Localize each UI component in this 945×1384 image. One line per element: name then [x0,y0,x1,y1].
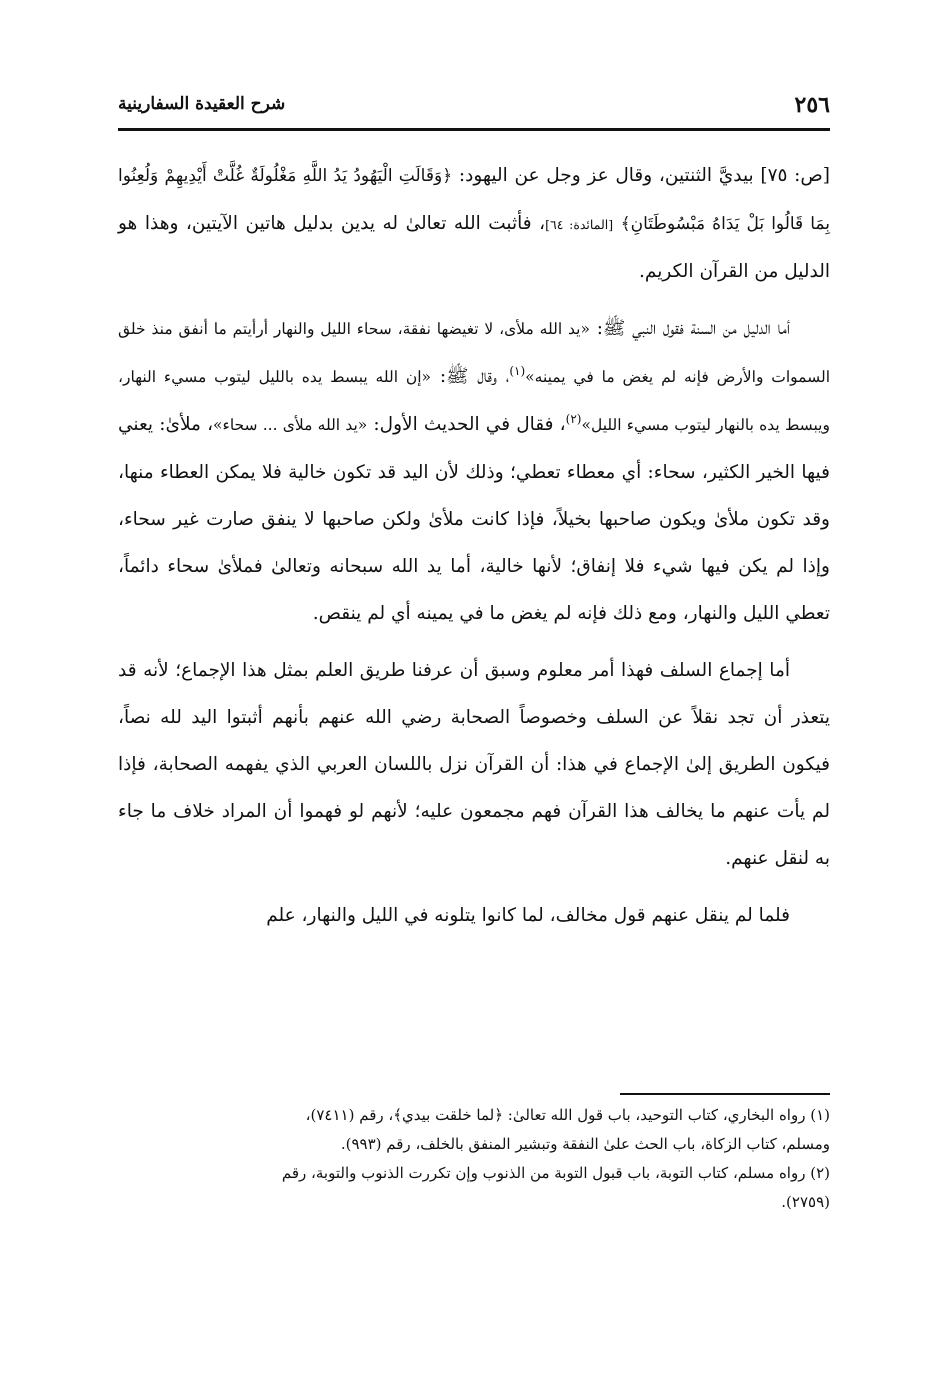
paragraph-text: أما الدليل من السنة فقول النبي ﷺ: [596,318,791,339]
paragraph-sunnah-evidence [118,305,830,637]
footnote-2-line-2: (٢٧٥٩). [781,1193,830,1211]
paragraph-text: ، فأثبت الله تعالىٰ له يدين بدليل هاتين الآيتين، وهذا هو الدليل من القرآن الكريم. [118,213,830,282]
page-number: ٢٥٦ [794,92,830,118]
hadith-text: «إن الله يبسط يده بالليل ليتوب مسيء النهار، ويبسط يده بالنهار ليتوب مسيء الليل» [118,368,830,434]
quran-verse: ﴿وَقَالَتِ الْيَهُودُ يَدُ اللَّهِ مَغْلُولَةٌ غُلَّتْ أَيْدِيهِمْ وَلُعِنُوا بِمَا قَالُوا بَلْ يَدَاهُ مَبْسُوطَتَانِ﴾ [118,166,830,234]
verse-reference: [المائدة: ٦٤] [545,217,614,232]
hadith-text: «يد الله ملأى، لا تغيضها نفقة، سحاء الليل والنهار أرأيتم ما أنفق منذ خلق السموات والأرض فإنه لم يغض ما في يمينه» [118,320,830,386]
running-title: شرح العقيدة السفارينية [118,94,286,114]
footnote-rule [620,1093,830,1095]
footnote-1-line-1: (١) رواه البخاري، كتاب التوحيد، باب قول الله تعالىٰ: ﴿لما خلقت بيدي﴾، رقم (٧٤١١)، [305,1106,830,1124]
hadith-text: «يد الله ملأى ... سحاء» [213,416,368,434]
header-rule [118,128,830,131]
paragraph-consensus: أما إجماع السلف فهذا أمر معلوم وسبق أن عرفنا طريق العلم بمثل هذا الإجماع؛ لأنه قد يتعذر أن تجد نقلاً عن السلف وخصوصاً الصحابة رضي الله عنهم بأنهم أثبتوا اليد لله نصاً، فيكون الطريق إلىٰ الإجماع في هذا: أن القرآن نزل باللسان العربي الذي يفهمه الصحابة، فإذا لم يأت عنهم ما يخالف هذا القرآن فهم مجمعون عليه؛ لأنهم لو فهموا أن المراد خلاف ما جاء به لنقل عنهم. [118,660,830,869]
footnote-2-line-1: (٢) رواه مسلم، كتاب التوبة، باب قبول التوبة من الذنوب وإن تكررت الذنوب والتوبة، رقم [281,1164,830,1182]
paragraph-text: [ص: ٧٥] بيديَّ الثنتين، وقال عز وجل عن اليهود: [458,165,830,186]
footnote-marker: (٢) [565,411,582,426]
footnote-marker: (١) [509,363,526,378]
paragraph-text: ، فقال في الحديث الأول: [373,414,566,435]
footnote-1-line-2: ومسلم، كتاب الزكاة، باب الحث علىٰ النفقة وتبشير المنفق بالخلف، رقم (٩٩٣). [340,1135,830,1153]
main-text [118,152,830,949]
paragraph-quran-evidence [118,152,830,295]
paragraph-text: ، ملأىٰ: يعني فيها الخير الكثير، سحاء: أي معطاء تعطي؛ وذلك لأن اليد قد تكون خالية فلا يمكن العطاء منها، وقد تكون ملأىٰ ويكون صاحبها بخيلاً، فإذا كانت ملأىٰ ولكن صاحبها لا ينفق صارت غير سحاء، وإذا لم يكن فيها شيء فلا إنفاق؛ لأنها خالية، أما يد الله سبحانه وتعالىٰ فملأىٰ سحاء دائماً، تعطي الليل والنهار، ومع ذلك فإنه لم يغض ما في يمينه أي لم ينقص. [118,414,830,624]
paragraph-text: ، وقال ﷺ: [439,366,510,387]
footnotes [118,1101,830,1217]
paragraph-continuation: فلما لم ينقل عنهم قول مخالف، لما كانوا يتلونه في الليل والنهار، علم [266,905,790,926]
page-header [118,92,830,120]
